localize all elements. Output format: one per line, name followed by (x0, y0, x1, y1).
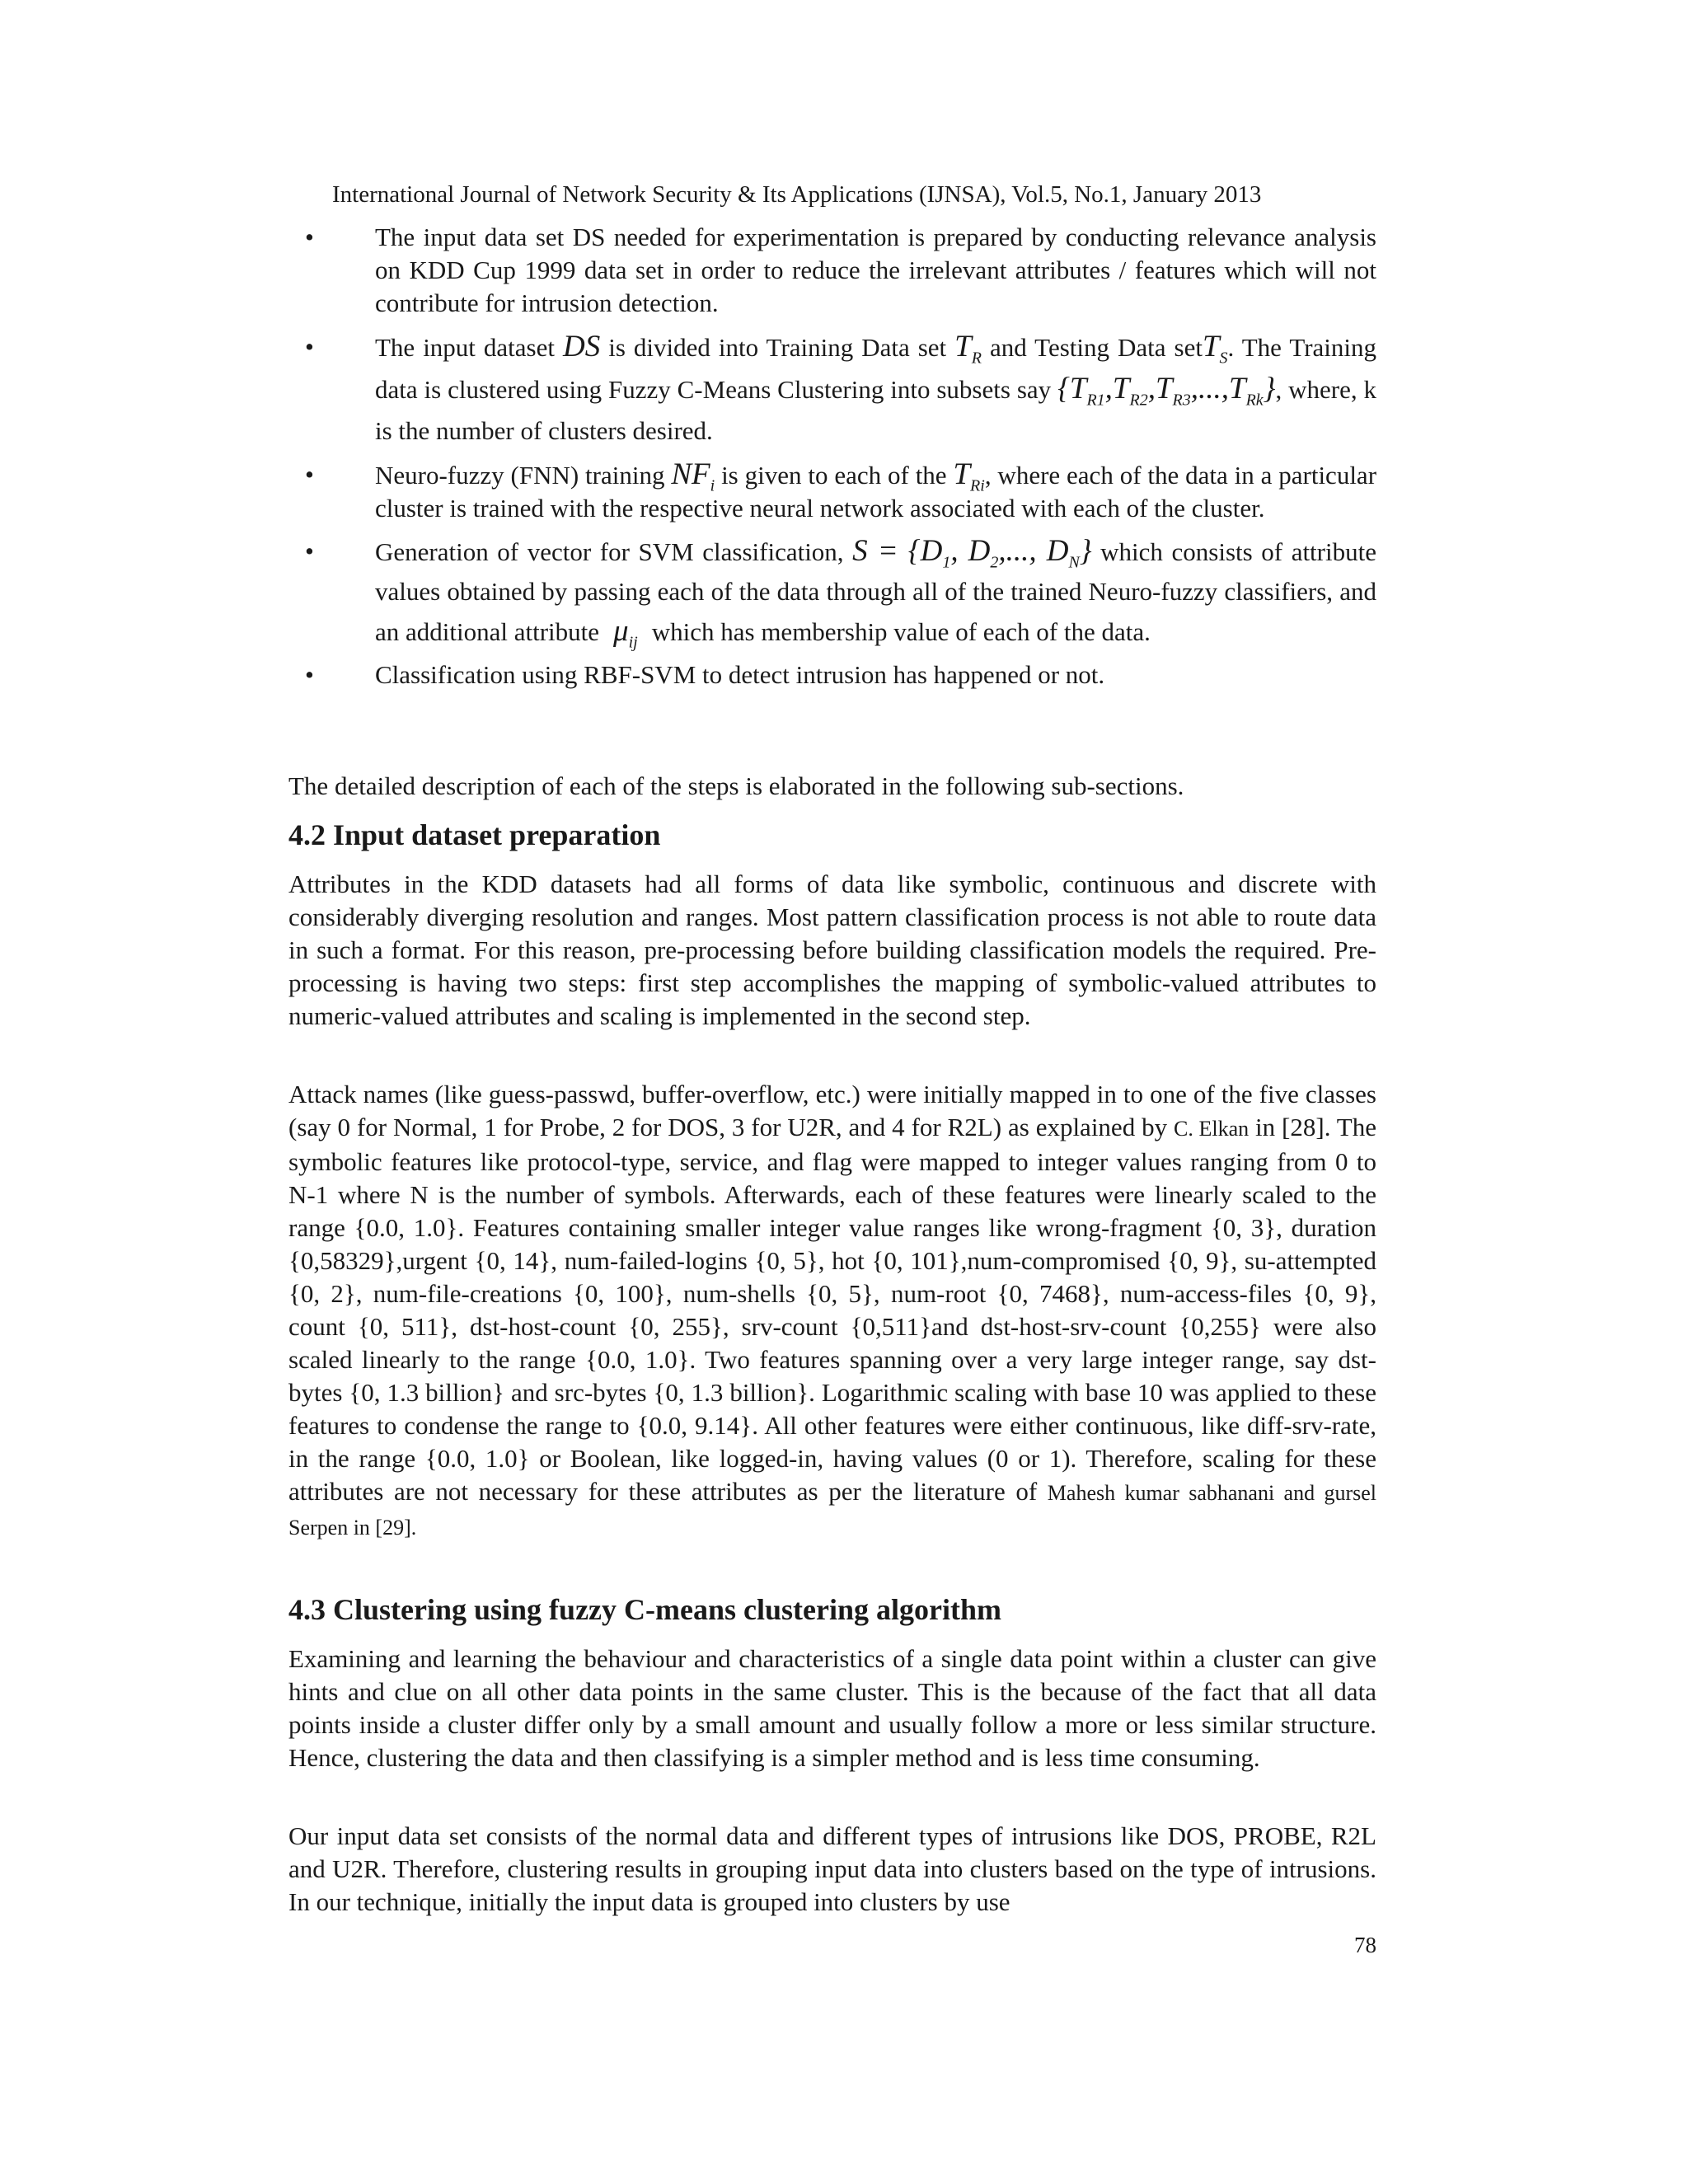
math-ts: $T_S$ (1202, 330, 1228, 368)
list-item (305, 658, 1376, 691)
paragraph-4-2-2 (288, 1078, 1376, 1544)
page-number: 78 (1354, 1933, 1376, 1957)
bullet-icon: • (305, 660, 314, 689)
math-s-vector: $S = \{D_1$, $D_2$,..., $D_N$} (852, 534, 1092, 572)
bullet-icon: • (305, 537, 314, 565)
step-text: , where each of the data in a particular cluster is trained with the respective neural network associated with each of the cluster. (375, 461, 1377, 523)
method-steps-list (305, 221, 1377, 698)
step-text: Neuro-fuzzy (FNN) training (375, 461, 665, 490)
list-item (305, 457, 1377, 525)
list-item (305, 326, 1377, 452)
math-cluster-set: $\{T_{R1},T_{R2},T_{R3},...,T_{Rk}\}$ (1057, 372, 1276, 410)
intro-sentence: The detailed description of each of the steps is elaborated in the following sub-sections. (288, 771, 1184, 800)
math-mu-ij: $\mu_{ij}$ (605, 614, 638, 652)
section-heading-4-2: 4.2 Input dataset preparation (288, 818, 661, 851)
step-text: , where, k is the number of clusters desired. (375, 375, 1376, 445)
math-tr: $T_R$ (954, 330, 982, 368)
step-text: is divided into Training Data set (608, 333, 947, 362)
running-head: International Journal of Network Security & Its Applications (IJNSA), Vol.5, No.1, January 2013 (332, 181, 1262, 208)
step-text: The input data set DS needed for experimentation is prepared by conducting relevance analysis on KDD Cup 1999 data set in order to reduce the irrelevant attributes / features which will not contribute for intrusion detection. (375, 223, 1376, 317)
bullet-icon: • (305, 223, 314, 251)
math-tri: $T_{Ri}$ (953, 457, 985, 495)
paragraph-4-2-1: Attributes in the KDD datasets had all forms of data like symbolic, continuous and discrete with considerably diverging resolution and ranges. Most pattern classification process is not able to route data in such a format. For this reason, pre-processing before building classification models the required. Pre-processing is having two steps: first step accomplishes the mapping of symbolic-valued attributes to numeric-valued attributes and scaling is implemented in the second step. (288, 869, 1376, 1030)
paragraph-4-3-2: Our input data set consists of the normal data and different types of intrusions like DOS, PROBE, R2L and U2R. Therefore, clustering results in grouping input data into clusters based on the type of intrusions. In our technique, initially the input data is grouped into clusters by use (288, 1821, 1376, 1916)
bullet-icon: • (305, 332, 314, 361)
math-ds: DS (563, 330, 601, 363)
step-text: Generation of vector for SVM classification, (375, 537, 844, 566)
step-text: which has membership value of each of the data. (651, 617, 1151, 646)
list-item (305, 532, 1376, 652)
paragraph-text: Attack names (like guess-passwd, buffer-overflow, etc.) were initially mapped in to one of the five classes (say 0 for Normal, 1 for Probe, 2 for DOS, 3 for U2R, and 4 for R2L) as explained by (288, 1080, 1376, 1141)
step-text: The input dataset (375, 333, 555, 362)
step-text: . The Training data is clustered using Fuzzy C-Means Clustering into subsets say (375, 333, 1377, 404)
paragraph-4-3-1: Examining and learning the behaviour and characteristics of a single data point within a cluster can give hints and clue on all other data points in the same cluster. This is the because of the fact that all data points inside a cluster differ only by a small amount and usually follow a more or less similar structure. Hence, clustering the data and then classifying is a simpler method and is less time consuming. (288, 1644, 1376, 1772)
step-text: Classification using RBF-SVM to detect intrusion has happened or not. (375, 660, 1105, 689)
list-item (305, 221, 1376, 320)
math-nfi: $NF_i$ (671, 457, 715, 495)
citation-authors: Mahesh kumar sabhanani and gursel Serpen in [29]. (288, 1481, 1376, 1540)
citation-author: C. Elkan (1174, 1117, 1250, 1141)
section-heading-4-3: 4.3 Clustering using fuzzy C-means clustering algorithm (288, 1593, 1001, 1626)
bullet-icon: • (305, 460, 314, 489)
step-text: is given to each of the (721, 461, 947, 490)
paragraph-text: in [28]. The symbolic features like protocol-type, service, and flag were mapped to integer values ranging from 0 to N-1 where N is the number of symbols. Afterwards, each of these features were linearly scaled to the range {0.0, 1.0}. Features containing smaller integer value ranges like wrong-fragment {0, 3}, duration {0,58329},urgent {0, 14}, num-failed-logins {0, 5}, hot {0, 101},num-compromised {0, 9}, su-attempted {0, 2}, num-file-creations {0, 100}, num-shells {0, 5}, num-root {0, 7468}, num-access-files {0, 9}, count {0, 511}, dst-host-count {0, 255}, srv-count {0,511}and dst-host-srv-count {0,255} were also scaled linearly to the range {0.0, 1.0}. Two features spanning over a very large integer range, say dst-bytes {0, 1.3 billion} and src-bytes {0, 1.3 billion}. Logarithmic scaling with base 10 was applied to these features to condense the range to {0.0, 9.14}. All other features were either continuous, like diff-srv-rate, in the range {0.0, 1.0} or Boolean, like logged-in, having values (0 or 1). Therefore, scaling for these attributes are not necessary for these attributes as per the literature of (288, 1113, 1376, 1506)
step-text: and Testing Data set (989, 333, 1203, 362)
step-text: which consists of attribute values obtained by passing each of the data through all of the trained Neuro-fuzzy classifiers, and an additional attribute (375, 537, 1376, 646)
